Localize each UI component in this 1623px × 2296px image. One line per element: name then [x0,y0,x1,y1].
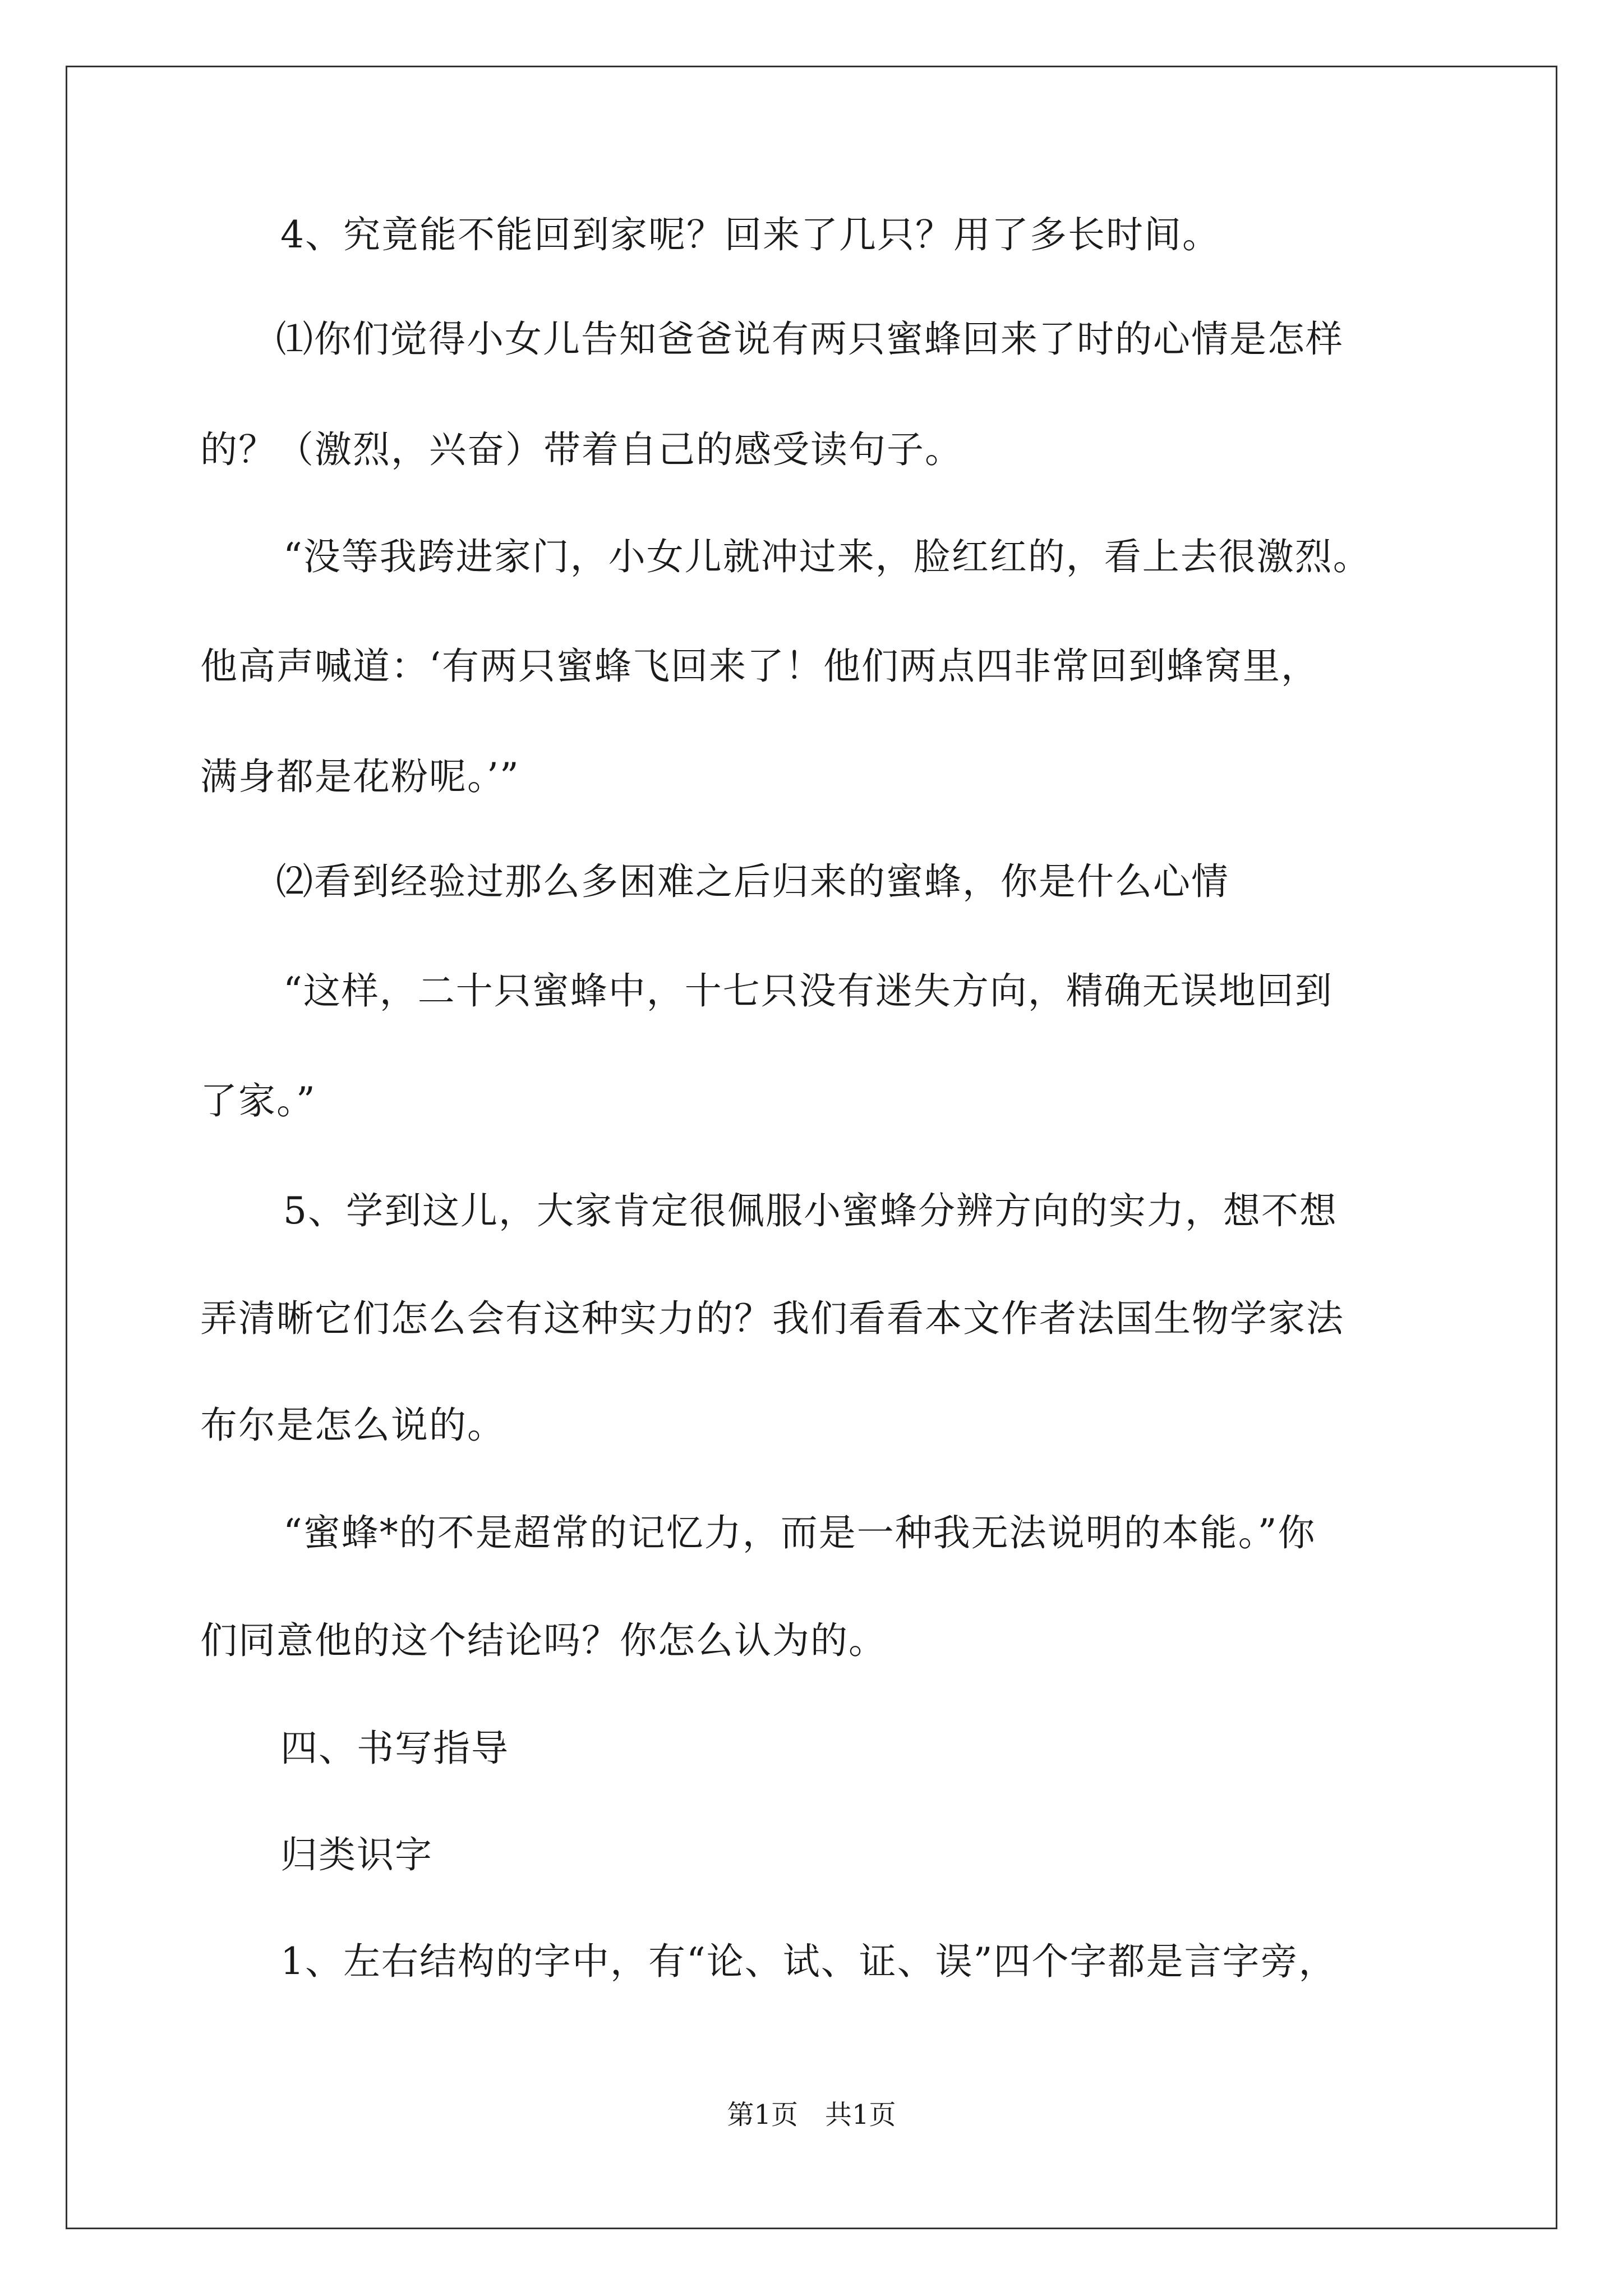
text-line: 的？（激烈，兴奋）带着自己的感受读句子。 [200,428,963,471]
text-line: 4、究竟能不能回到家呢？回来了几只？用了多长时间。 [280,213,1220,256]
text-line: 布尔是怎么说的。 [200,1404,505,1447]
text-line: ⑴你们觉得小女儿告知爸爸说有两只蜜蜂回来了时的心情是怎样 [276,318,1344,361]
text-line: “蜜蜂*的不是超常的记忆力，而是一种我无法说明的本能。”你 [283,1511,1316,1554]
text-line: 四、书写指导 [280,1727,509,1770]
text-line: “没等我跨进家门，小女儿就冲过来，脸红红的，看上去很激烈。 [283,535,1371,578]
text-line: 他高声喊道：‘有两只蜜蜂飞回来了！他们两点四非常回到蜂窝里， [200,645,1319,688]
text-line: 5、学到这儿，大家肯定很佩服小蜜蜂分辨方向的实力，想不想 [283,1189,1338,1232]
text-line: “这样，二十只蜜蜂中，十七只没有迷失方向，精确无误地回到 [283,969,1333,1013]
text-line: 归类识字 [280,1833,433,1876]
text-line: 们同意他的这个结论吗？你怎么认为的。 [200,1619,887,1662]
text-line: ⑵看到经验过那么多困难之后归来的蜜蜂，你是什么心情 [276,860,1229,903]
text-line: 弄清晰它们怎么会有这种实力的？我们看看本文作者法国生物学家法 [200,1297,1344,1340]
text-line: 1、左右结构的字中，有“论、试、证、误”四个字都是言字旁， [280,1940,1337,1983]
page-border [66,66,1557,2229]
text-line: 满身都是花粉呢。’” [200,755,520,798]
text-line: 了家。” [200,1079,316,1122]
page-footer: 第1页 共1页 [727,2099,896,2131]
